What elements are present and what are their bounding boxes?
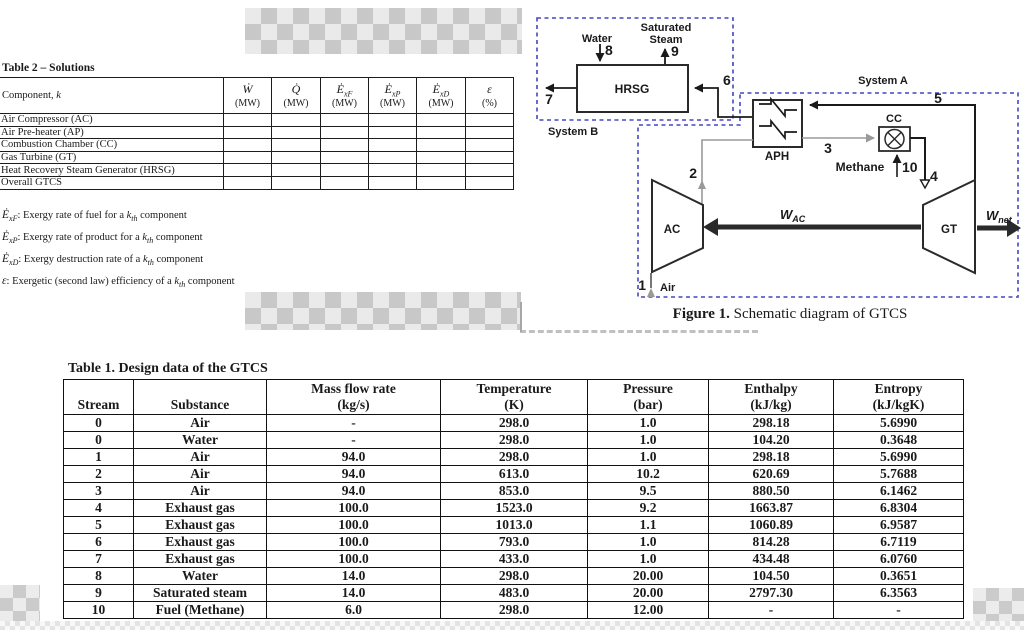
table2-footnotes <box>2 204 235 292</box>
table-row <box>64 432 964 449</box>
table-cell <box>224 126 272 139</box>
table-cell: 6.0 <box>267 602 441 619</box>
table-cell: 880.50 <box>709 483 834 500</box>
table-cell: Exhaust gas <box>134 551 267 568</box>
col-exp: $Ė_{xP}$ (MW) <box>369 78 417 114</box>
table-row <box>64 483 964 500</box>
table-cell: Exhaust gas <box>134 500 267 517</box>
table-cell <box>466 126 514 139</box>
col-q: Q̇ (MW) <box>272 78 321 114</box>
col-mass-flow: Mass flow rate (kg/s) <box>267 380 441 415</box>
stream-5-number: 5 <box>934 90 942 106</box>
stream-6-line <box>695 88 753 117</box>
table-cell: Exhaust gas <box>134 517 267 534</box>
table-row <box>0 139 514 152</box>
table-cell <box>369 151 417 164</box>
transparency-checker-middle <box>245 292 521 330</box>
table-cell: 298.0 <box>441 449 588 466</box>
table-cell: 7 <box>64 551 134 568</box>
table-cell: Air <box>134 449 267 466</box>
table-row <box>64 551 964 568</box>
table-cell: Air <box>134 415 267 432</box>
table-cell: Air <box>134 466 267 483</box>
wac-label <box>780 207 806 224</box>
footnote-exd: $Ė_{xD}$: Exergy destruction rate of a $k_{th}$ component <box>2 253 204 268</box>
table-cell: Exhaust gas <box>134 534 267 551</box>
hrsg-label: HRSG <box>614 82 650 96</box>
table-cell: 613.0 <box>441 466 588 483</box>
table-cell <box>466 151 514 164</box>
col-substance: Substance <box>134 380 267 415</box>
table-cell: 100.0 <box>267 500 441 517</box>
table-cell <box>272 126 321 139</box>
table-cell <box>272 164 321 177</box>
table-cell: 1.0 <box>588 432 709 449</box>
table-cell: 0 <box>64 432 134 449</box>
table-cell: 298.0 <box>441 415 588 432</box>
design-data-table <box>63 379 964 619</box>
table-cell <box>224 151 272 164</box>
table-cell: - <box>267 415 441 432</box>
table-row <box>64 466 964 483</box>
table2-title: Table 2 – Solutions <box>2 62 95 74</box>
stream-4-arrowhead <box>921 180 930 188</box>
col-exd: $Ė_{xD}$ (MW) <box>417 78 466 114</box>
table-row <box>64 500 964 517</box>
wnet-subscript: net <box>998 215 1012 225</box>
table-cell: 5.6990 <box>834 415 964 432</box>
stream-2-arrowhead <box>698 180 706 189</box>
table-cell <box>417 139 466 152</box>
col-temperature: Temperature (K) <box>441 380 588 415</box>
table-cell <box>321 151 369 164</box>
table-cell: 1.0 <box>588 551 709 568</box>
transparency-checker-bottom-strip <box>0 621 1024 630</box>
table-cell: 298.0 <box>441 568 588 585</box>
table-cell: 0.3648 <box>834 432 964 449</box>
table-cell: 298.0 <box>441 602 588 619</box>
table-cell <box>272 176 321 189</box>
table-cell: 9 <box>64 585 134 602</box>
table-cell: Heat Recovery Steam Generator (HRSG) <box>0 164 224 177</box>
methane-label: Methane <box>835 160 885 174</box>
table-cell <box>417 151 466 164</box>
stream-10-number: 10 <box>902 159 918 175</box>
table-cell: 9.5 <box>588 483 709 500</box>
solutions-table <box>0 77 514 190</box>
table-cell: 298.18 <box>709 415 834 432</box>
water-label: Water <box>581 33 613 45</box>
wnet-label <box>986 208 1013 225</box>
table-cell: Overall GTCS <box>0 176 224 189</box>
table-cell: 1 <box>64 449 134 466</box>
table-cell: 94.0 <box>267 466 441 483</box>
table-cell: 434.48 <box>709 551 834 568</box>
gt-label: GT <box>941 224 957 236</box>
table-cell <box>272 114 321 127</box>
table-cell: 793.0 <box>441 534 588 551</box>
table-cell: 483.0 <box>441 585 588 602</box>
table-cell <box>466 176 514 189</box>
table-cell: 6 <box>64 534 134 551</box>
table-cell <box>417 176 466 189</box>
table-cell: 1013.0 <box>441 517 588 534</box>
table-row <box>64 517 964 534</box>
wac-arrowhead <box>703 218 718 236</box>
table-cell <box>321 176 369 189</box>
table1-title: Table 1. Design data of the GTCS <box>68 361 268 376</box>
stream-1-number: 1 <box>638 277 646 293</box>
table-cell: 94.0 <box>267 449 441 466</box>
figure-caption <box>640 306 940 323</box>
col-exf: $Ė_{xF}$ (MW) <box>321 78 369 114</box>
table-cell: 100.0 <box>267 551 441 568</box>
table-cell <box>224 139 272 152</box>
table-cell <box>224 164 272 177</box>
stream-2-number: 2 <box>689 165 697 181</box>
wac-subscript: AC <box>792 214 806 224</box>
system-a-label: System A <box>858 75 908 87</box>
table-row <box>64 568 964 585</box>
table-row <box>0 151 514 164</box>
stream-4-number: 4 <box>930 168 938 184</box>
table-cell: 8 <box>64 568 134 585</box>
table-cell: 6.8304 <box>834 500 964 517</box>
table-cell <box>466 164 514 177</box>
table-cell <box>369 114 417 127</box>
table-row <box>0 114 514 127</box>
table-cell: Air Compressor (AC) <box>0 114 224 127</box>
table-row <box>0 176 514 189</box>
table-cell: 853.0 <box>441 483 588 500</box>
table-cell: 104.20 <box>709 432 834 449</box>
col-enthalpy: Enthalpy (kJ/kg) <box>709 380 834 415</box>
table-cell: 6.7119 <box>834 534 964 551</box>
stream-2-line <box>702 140 753 205</box>
table-cell <box>369 139 417 152</box>
table-cell: 10.2 <box>588 466 709 483</box>
table-cell: 814.28 <box>709 534 834 551</box>
table-cell: 6.0760 <box>834 551 964 568</box>
stream-9-number: 9 <box>671 43 679 59</box>
table-cell: Air <box>134 483 267 500</box>
table-cell: 14.0 <box>267 585 441 602</box>
table-cell: 3 <box>64 483 134 500</box>
table-cell <box>417 164 466 177</box>
table-cell: 94.0 <box>267 483 441 500</box>
table-cell <box>321 114 369 127</box>
table-cell: Water <box>134 432 267 449</box>
table-cell: 5.6990 <box>834 449 964 466</box>
ac-label: AC <box>663 224 681 236</box>
table-cell <box>369 164 417 177</box>
steam-label: Steam <box>649 34 683 46</box>
table-cell: 20.00 <box>588 568 709 585</box>
table-cell: 5.7688 <box>834 466 964 483</box>
table-cell: 0.3651 <box>834 568 964 585</box>
table-row <box>64 380 964 415</box>
table-cell <box>417 126 466 139</box>
table-cell: - <box>267 432 441 449</box>
table-cell: 1523.0 <box>441 500 588 517</box>
stream-6-number: 6 <box>723 72 731 88</box>
footnote-exf: $Ė_{xF}$: Exergy rate of fuel for a $k_{th}$ component <box>2 209 187 224</box>
table-cell: 12.00 <box>588 602 709 619</box>
transparency-checker-top <box>245 8 522 54</box>
table-cell: 433.0 <box>441 551 588 568</box>
table-cell: 6.9587 <box>834 517 964 534</box>
table-cell: 1.0 <box>588 449 709 466</box>
wac-symbol: W <box>780 207 793 222</box>
table-cell: 6.1462 <box>834 483 964 500</box>
system-b-label: System B <box>548 126 599 138</box>
table-cell <box>224 114 272 127</box>
table-cell <box>369 126 417 139</box>
stream-7-number: 7 <box>545 91 553 107</box>
col-component: Component, k <box>0 78 224 114</box>
table-cell <box>321 126 369 139</box>
design-data-body <box>64 415 964 619</box>
table-row <box>64 449 964 466</box>
table-cell <box>321 139 369 152</box>
table-cell: 1.0 <box>588 534 709 551</box>
col-stream: Stream <box>64 380 134 415</box>
figure-caption-text: Schematic diagram of GTCS <box>729 306 908 322</box>
table-cell <box>272 151 321 164</box>
table-cell: Gas Turbine (GT) <box>0 151 224 164</box>
col-w: Ẇ (MW) <box>224 78 272 114</box>
table-cell: - <box>709 602 834 619</box>
table-cell: 9.2 <box>588 500 709 517</box>
table-cell <box>417 114 466 127</box>
aph-label: APH <box>764 151 790 163</box>
table-cell: 1060.89 <box>709 517 834 534</box>
table-cell: 1663.87 <box>709 500 834 517</box>
gtcs-schematic <box>520 0 1024 345</box>
table-row <box>64 534 964 551</box>
table-row <box>64 585 964 602</box>
table-row <box>0 164 514 177</box>
table-cell: Air Pre-heater (AP) <box>0 126 224 139</box>
table-cell: 100.0 <box>267 517 441 534</box>
table-cell: 1.0 <box>588 415 709 432</box>
table-cell <box>224 176 272 189</box>
table-cell: 298.18 <box>709 449 834 466</box>
table-cell: 298.0 <box>441 432 588 449</box>
table-cell: 5 <box>64 517 134 534</box>
air-label: Air <box>660 282 676 294</box>
wnet-symbol: W <box>986 208 999 223</box>
col-entropy: Entropy (kJ/kgK) <box>834 380 964 415</box>
figure-caption-number: Figure 1. <box>672 306 730 322</box>
table-cell: 104.50 <box>709 568 834 585</box>
stream-1-arrowhead <box>647 288 655 297</box>
table-row <box>0 78 514 114</box>
table-cell <box>321 164 369 177</box>
table-cell: 100.0 <box>267 534 441 551</box>
col-eff: ε (%) <box>466 78 514 114</box>
table-cell: 10 <box>64 602 134 619</box>
table-cell <box>466 114 514 127</box>
table-cell: 0 <box>64 415 134 432</box>
table-cell: 4 <box>64 500 134 517</box>
saturated-label: Saturated <box>640 22 692 34</box>
table-cell: - <box>834 602 964 619</box>
table-row <box>64 415 964 432</box>
table-cell: 620.69 <box>709 466 834 483</box>
table-cell <box>369 176 417 189</box>
table-row <box>64 602 964 619</box>
table-cell: 20.00 <box>588 585 709 602</box>
cc-label: CC <box>886 113 902 125</box>
footnote-eff: ε: Exergetic (second law) efficiency of a $k_{th}$ component <box>2 275 235 290</box>
table-cell <box>466 139 514 152</box>
table-cell: 2797.30 <box>709 585 834 602</box>
table-cell: Fuel (Methane) <box>134 602 267 619</box>
table-cell: Saturated steam <box>134 585 267 602</box>
stream-3-number: 3 <box>824 140 832 156</box>
table-cell <box>272 139 321 152</box>
solutions-table-body <box>0 114 514 190</box>
stream-8-number: 8 <box>605 42 613 58</box>
design-data-header <box>64 380 964 415</box>
col-pressure: Pressure (bar) <box>588 380 709 415</box>
table-cell: Combustion Chamber (CC) <box>0 139 224 152</box>
table-cell: 14.0 <box>267 568 441 585</box>
table-cell: 1.1 <box>588 517 709 534</box>
table-row <box>0 126 514 139</box>
solutions-table-header <box>0 78 514 114</box>
footnote-exp: $Ė_{xP}$: Exergy rate of product for a $k_{th}$ component <box>2 231 203 246</box>
table-cell: 6.3563 <box>834 585 964 602</box>
table-cell: Water <box>134 568 267 585</box>
table-cell: 2 <box>64 466 134 483</box>
